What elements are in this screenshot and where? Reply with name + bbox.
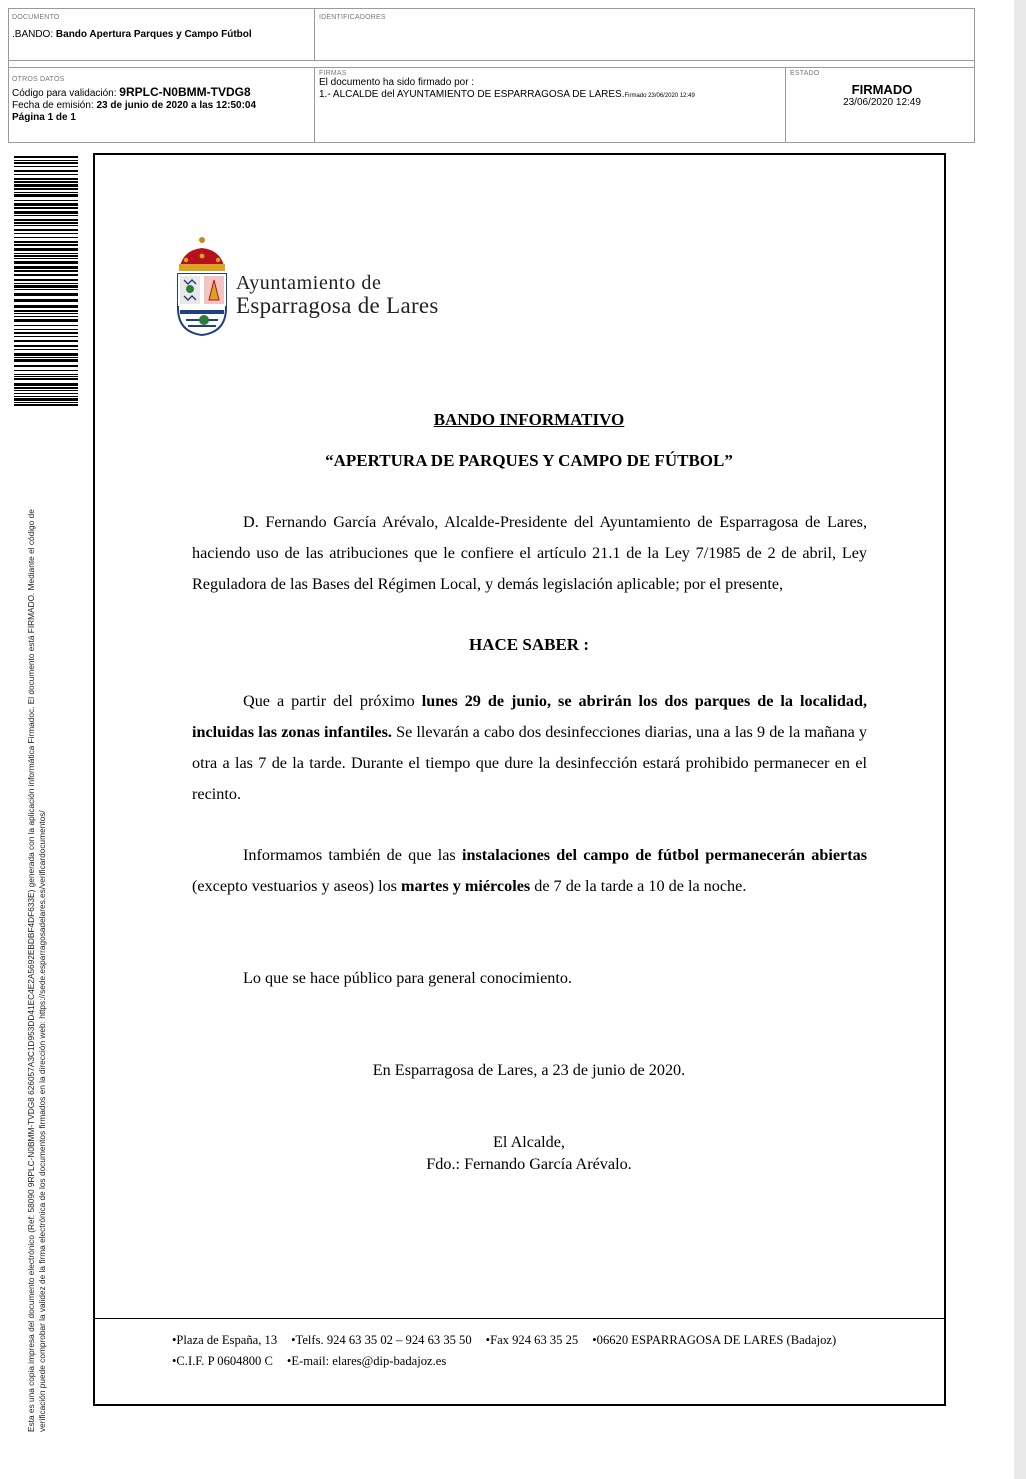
barcode-bar [14, 279, 78, 281]
side-text-line2: verificación puede comprobar la validez de la firma electrónica de los documentos firmados en la dirección web: https://sede.esparragosadelares.es/verificardocumentos/ [37, 810, 47, 1432]
barcode-bar [14, 310, 78, 312]
barcode-bar [14, 289, 78, 290]
identificadores-label: IDENTIFICADORES [319, 14, 386, 21]
barcode-bar [14, 192, 78, 193]
footer-email: •E-mail: elares@dip-badajoz.es [286, 1354, 447, 1368]
barcode-bar [14, 316, 78, 317]
football-text-a: Informamos también de que las [243, 846, 462, 864]
document-metadata-table [8, 8, 975, 143]
documento-label: DOCUMENTO [12, 14, 60, 21]
barcode-bar [14, 376, 78, 377]
barcode-bar [14, 332, 78, 334]
estado-value: FIRMADO [851, 82, 913, 97]
verification-side-text [26, 442, 48, 1432]
firmante: 1.- ALCALDE del AYUNTAMIENTO DE ESPARRAGOSA DE LARES. [319, 89, 625, 100]
footer-phones: •Telfs. 924 63 35 02 – 924 63 35 50 [291, 1333, 472, 1347]
footer-cif: •C.I.F. P 0604800 C [172, 1354, 273, 1368]
football-text-bold: instalaciones del campo de fútbol permanecerán abiertas [461, 846, 867, 864]
firmas-cell [315, 67, 786, 142]
barcode-bar [14, 325, 78, 326]
barcode-bar [14, 404, 78, 406]
barcode-image [14, 156, 78, 406]
barcode-bar [14, 181, 78, 183]
otros-datos-label: OTROS DATOS [12, 76, 65, 83]
codigo-validacion [12, 86, 314, 100]
estado-cell [786, 67, 974, 142]
codigo-value: 9RPLC-N0BMM-TVDG8 [119, 85, 251, 99]
barcode-bar [14, 207, 78, 209]
barcode-bar [14, 194, 78, 197]
barcode-bar [14, 266, 78, 269]
barcode-bar [14, 258, 78, 259]
documento-prefix: .BANDO: [12, 29, 56, 40]
football-days-bold: martes y miércoles [401, 877, 531, 895]
barcode-bar [14, 255, 78, 257]
barcode-bar [14, 162, 78, 164]
barcode-bar [14, 398, 78, 401]
barcode-bar [14, 166, 78, 167]
barcode-bar [14, 349, 78, 350]
parks-text-c: Se llevarán a cabo dos desinfecciones diarias, una a las 9 de la mañana y otra a las 7 de la tarde. Durante el tiempo que dure la desinfección estará prohibido permanecer en el recinto. [192, 723, 867, 803]
barcode-bar [14, 313, 78, 314]
fecha-prefix: Fecha de emisión: [12, 100, 97, 111]
barcode-bar [14, 233, 78, 234]
barcode-bar [14, 170, 78, 172]
footer-address: •Plaza de España, 13 [172, 1333, 278, 1347]
parks-text-bold: lunes 29 de junio, se abrirán los dos parques de la localidad, incluidas las zonas infantiles. [192, 692, 867, 741]
closing-paragraph: Lo que se hace público para general conocimiento. [243, 969, 573, 987]
document-subtitle: “APERTURA DE PARQUES Y CAMPO DE FÚTBOL” [325, 451, 733, 470]
footer-fax: •Fax 924 63 35 25 [485, 1333, 579, 1347]
barcode-bar [14, 365, 78, 367]
documento-title: Bando Apertura Parques y Campo Fútbol [55, 29, 252, 40]
fecha-value: 23 de junio de 2020 a las 12:50:04 [96, 100, 257, 111]
intro-paragraph: D. Fernando García Arévalo, Alcalde-Presidente del Ayuntamiento de Esparragosa de Lares, haciendo uso de las atribuciones que le confiere el artículo 21.1 de la Ley 7/1985 de 2 de abril, Ley Reguladora de las Bases del Régimen Local, y demás legislación aplicable; por el presente, [192, 513, 867, 593]
fecha-emision [12, 100, 314, 112]
football-paragraph [192, 840, 867, 902]
barcode-bar [14, 387, 78, 389]
place-date: En Esparragosa de Lares, a 23 de junio de 2020. [372, 1061, 686, 1079]
barcode-bar [14, 283, 78, 284]
signature-title: El Alcalde, [493, 1133, 565, 1151]
barcode-bar [14, 370, 78, 371]
barcode-bar [14, 241, 78, 243]
barcode-bar [14, 374, 78, 375]
barcode-bar [14, 156, 78, 158]
ayuntamiento-logo-text [236, 272, 439, 318]
barcode-bar [14, 215, 78, 216]
barcode-bar [14, 244, 78, 246]
logo-line2: Esparragosa de Lares [236, 293, 439, 318]
firmas-line1: El documento ha sido firmado por : [319, 77, 475, 88]
pagina-info: Página 1 de 1 [12, 112, 76, 123]
barcode-bar [14, 305, 78, 308]
barcode-bar [14, 353, 78, 356]
barcode-bar [14, 200, 78, 201]
barcode-bar [14, 329, 78, 330]
barcode-bar [14, 203, 78, 206]
football-text-e: de 7 de la tarde a 10 de la noche. [530, 877, 747, 895]
barcode-bar [14, 225, 78, 226]
documento-cell [9, 9, 315, 61]
barcode-bar [14, 219, 78, 221]
estado-label: ESTADO [790, 70, 820, 77]
logo-line1: Ayuntamiento de [236, 272, 382, 294]
estado-date: 23/06/2020 12:49 [843, 97, 921, 108]
barcode-bar [14, 253, 78, 254]
barcode-bar [14, 211, 78, 214]
barcode-bar [14, 293, 78, 296]
otros-datos-cell [9, 67, 315, 142]
barcode-bar [14, 188, 78, 190]
barcode-bar [14, 319, 78, 322]
barcode-bar [14, 383, 78, 386]
barcode-bar [14, 178, 78, 180]
firma-stamp: Firmado 23/06/2020 12:49 [624, 93, 695, 99]
barcode-bar [14, 184, 78, 187]
footer-line1 [172, 1332, 850, 1348]
codigo-prefix: Código para validación: [12, 88, 120, 99]
barcode-bar [14, 378, 78, 380]
football-text-c: (excepto vestuarios y aseos) los [192, 877, 402, 895]
documento-value [12, 29, 252, 41]
barcode-bar [14, 248, 78, 251]
footer-divider [95, 1318, 944, 1319]
hace-saber-heading: HACE SABER : [469, 635, 589, 654]
firmas-label: FIRMAS [319, 70, 347, 77]
barcode-bar [14, 274, 78, 276]
footer-line2 [172, 1353, 460, 1369]
identificadores-cell [315, 9, 974, 61]
barcode-bar [14, 270, 78, 272]
barcode-bar [14, 222, 78, 224]
barcode-bar [14, 229, 78, 231]
barcode-bar [14, 237, 78, 238]
barcode-bar [14, 357, 78, 358]
scrollbar-track[interactable] [1014, 0, 1026, 1479]
barcode-bar [14, 340, 78, 342]
footer-city: •06620 ESPARRAGOSA DE LARES (Badajoz) [592, 1333, 837, 1347]
municipal-coat-of-arms-logo [174, 236, 230, 336]
barcode-bar [14, 402, 78, 403]
barcode-bar [14, 396, 78, 397]
barcode-bar [14, 359, 78, 362]
firmas-line2 [319, 89, 785, 102]
document-title: BANDO INFORMATIVO [433, 410, 625, 429]
barcode-bar [14, 299, 78, 302]
barcode-bar [14, 336, 78, 337]
barcode-bar [14, 393, 78, 394]
barcode-bar [14, 160, 78, 161]
parks-text-a: Que a partir del próximo [243, 692, 422, 710]
barcode-bar [14, 285, 78, 288]
barcode-bar [14, 390, 78, 391]
barcode-bar [14, 345, 78, 347]
barcode-bar [14, 261, 78, 264]
barcode-bar [14, 174, 78, 175]
side-text-line1: Esta es una copia impresa del documento electrónico (Ref: 58090 9RPLC-N0BMM-TVDG8 626057A3C1D953DD41EC4E2A5692EBDBF4DF633E) generada con la aplicación informática Firmadoc. El documento está FIRMADO. Mediante el código de [26, 509, 36, 1432]
parks-paragraph [192, 686, 867, 810]
signature-name: Fdo.: Fernando García Arévalo. [426, 1155, 632, 1173]
